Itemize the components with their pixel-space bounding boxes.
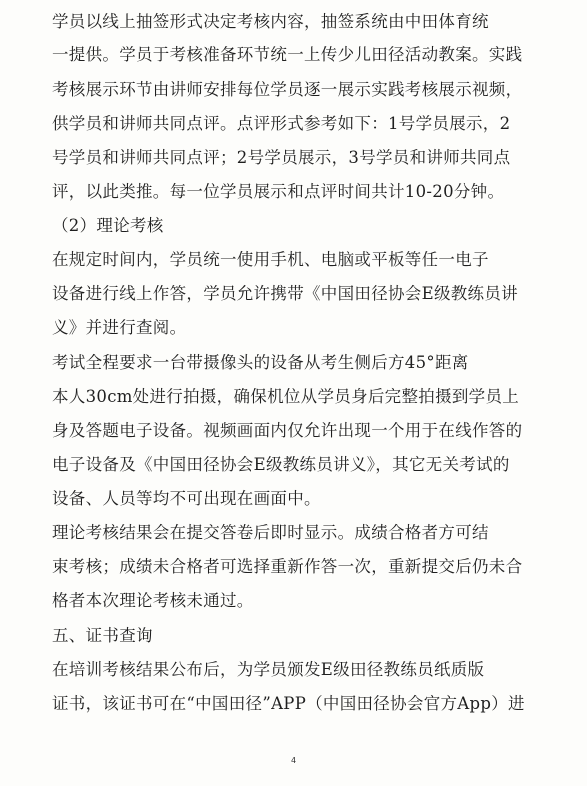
text-line: 考试全程要求一台带摄像头的设备从考生侧后方45°距离 <box>52 353 469 372</box>
text-line: 电子设备及《中国田径协会E级教练员讲义》，其它无关考试的 <box>52 455 510 474</box>
text-line: 一提供。学员于考核准备环节统一上传少儿田径活动教案。实践 <box>52 45 523 64</box>
text-line: 在培训考核结果公布后，为学员颁发E级田径教练员纸质版 <box>52 660 485 679</box>
text-line: 设备进行线上作答，学员允许携带《中国田径协会E级教练员讲 <box>52 284 518 303</box>
text-line: 义》并进行查阅。 <box>52 318 187 337</box>
text-line: 证书，该证书可在“中国田径”APP（中国田径协会官方App）进 <box>52 694 525 713</box>
text-line: 格者本次理论考核未通过。 <box>52 591 254 610</box>
text-line: 理论考核结果会在提交答卷后即时显示。成绩合格者方可结 <box>52 523 489 542</box>
text-line: 在规定时间内，学员统一使用手机、电脑或平板等任一电子 <box>52 250 489 269</box>
text-line: 学员以线上抽签形式决定考核内容，抽签系统由中田体育统 <box>52 12 489 31</box>
text-line: 束考核；成绩未合格者可选择重新作答一次，重新提交后仍未合 <box>52 557 523 576</box>
text-line: 号学员和讲师共同点评；2号学员展示，3号学员和讲师共同点 <box>52 148 511 167</box>
text-line: 考核展示环节由讲师安排每位学员逐一展示实践考核展示视频， <box>52 80 523 99</box>
page-number: 4 <box>290 756 297 765</box>
text-line: 身及答题电子设备。视频画面内仅允许出现一个用于在线作答的 <box>52 421 523 440</box>
section-heading: （2）理论考核 <box>52 216 164 235</box>
text-line: 评，以此类推。每一位学员展示和点评时间共计10-20分钟。 <box>52 182 505 201</box>
section-heading: 五、证书查询 <box>52 626 153 645</box>
text-line: 设备、人员等均不可出现在画面中。 <box>52 489 321 508</box>
text-line: 供学员和讲师共同点评。点评形式参考如下：1号学员展示，2 <box>52 114 511 133</box>
text-line: 本人30cm处进行拍摄，确保机位从学员身后完整拍摄到学员上 <box>52 387 520 406</box>
